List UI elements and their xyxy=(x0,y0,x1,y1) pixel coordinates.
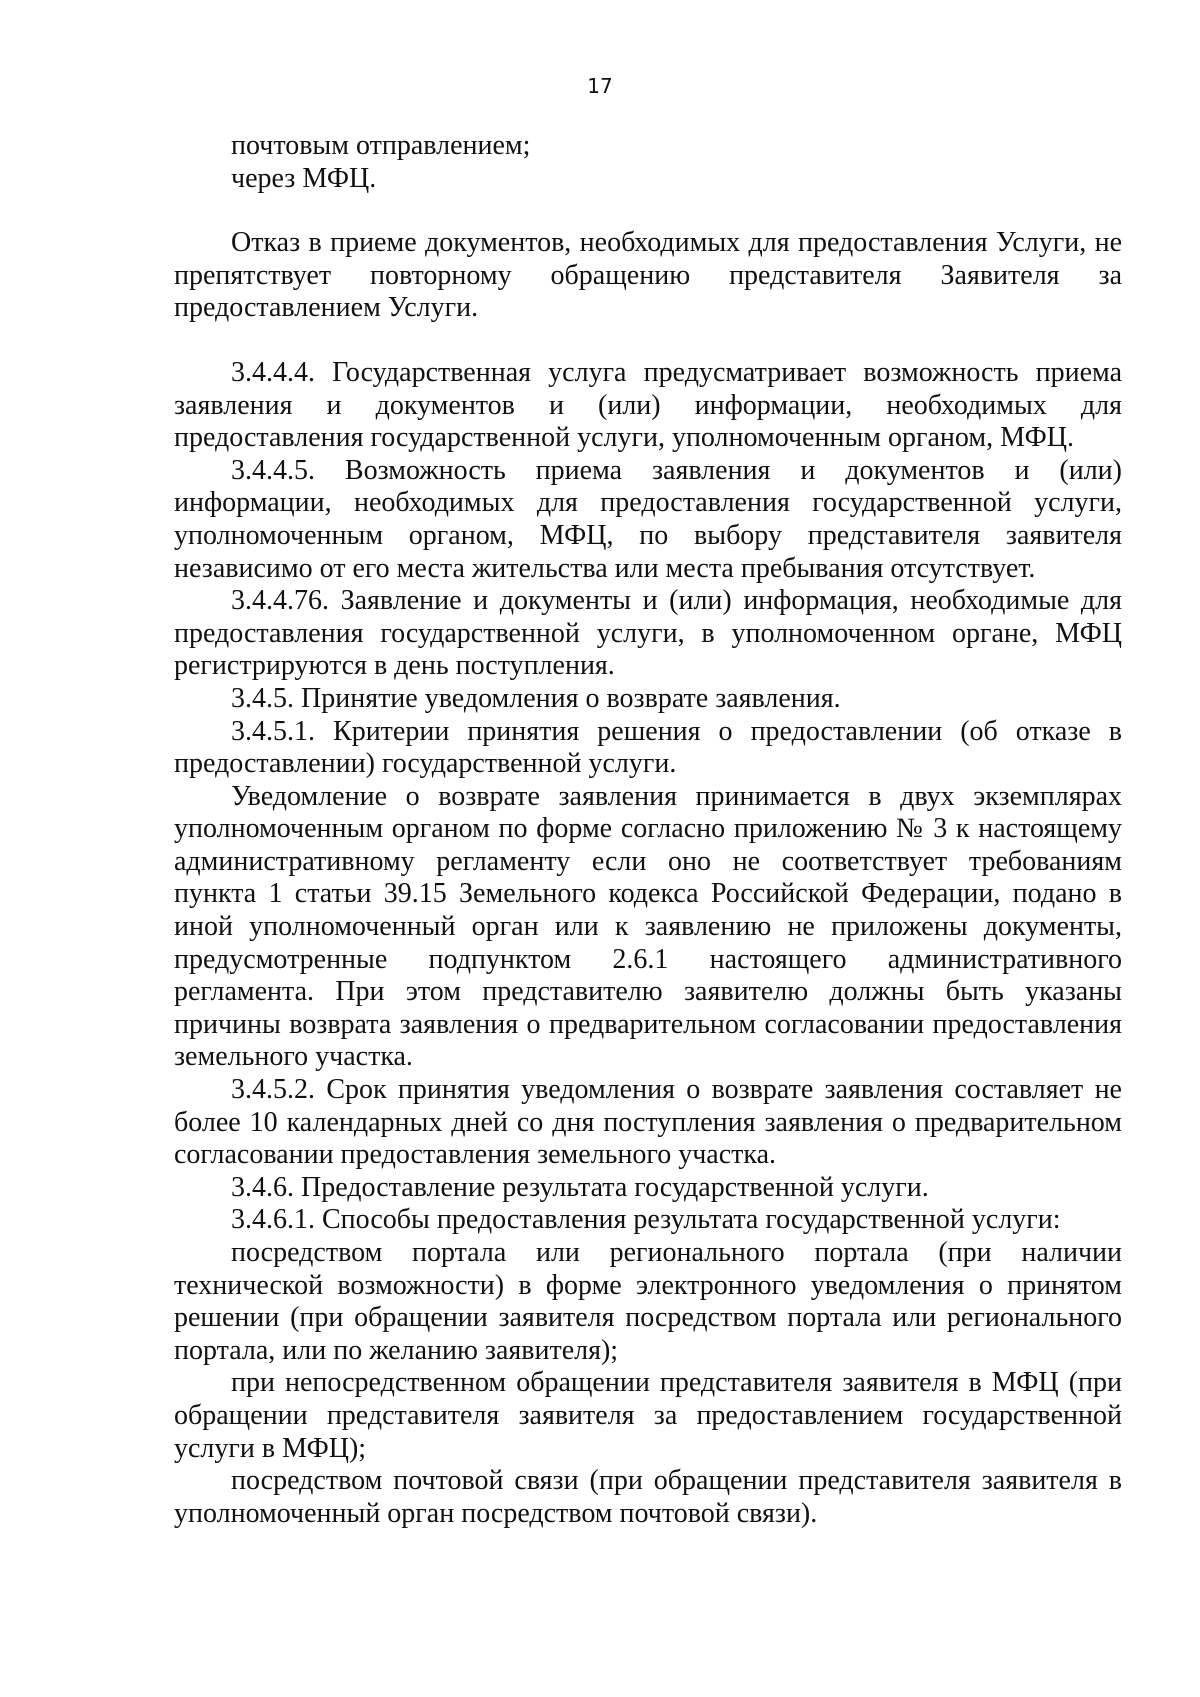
paragraph-3-4-4-4: 3.4.4.4. Государственная услуга предусматривает возможность приема заявления и документов и (или) информации, необходимых для предоставления государственной услуги, уполномоченным органом, МФЦ. xyxy=(174,356,1122,454)
paragraph-3-4-5-1: 3.4.5.1. Критерии принятия решения о предоставлении (об отказе в предоставлении) государственной услуги. xyxy=(174,715,1122,780)
paragraph-3-4-5: 3.4.5. Принятие уведомления о возврате заявления. xyxy=(231,682,841,714)
paragraph-refusal-note: Отказ в приеме документов, необходимых для предоставления Услуги, не препятствует повторному обращению представителя Заявителя за предоставлением Услуги. xyxy=(174,227,1122,324)
document-body xyxy=(174,130,1122,1530)
paragraph-3-4-4-5: 3.4.4.5. Возможность приема заявления и документов и (или) информации, необходимых для предоставления государственной услуги, уполномоченным органом, МФЦ, по выбору представителя заявителя независимо от его места жительства или места пребывания отсутствует. xyxy=(174,454,1122,584)
paragraph-postal-method: посредством почтовой связи (при обращении представителя заявителя в уполномоченный орган посредством почтовой связи). xyxy=(174,1465,1122,1529)
paragraph-postal-delivery: почтовым отправлением; xyxy=(231,130,531,161)
paragraph-3-4-6: 3.4.6. Предоставление результата государственной услуги. xyxy=(231,1171,929,1203)
paragraph-3-4-4-76: 3.4.4.76. Заявление и документы и (или) информация, необходимые для предоставления государственной услуги, в уполномоченном органе, МФЦ регистрируются в день поступления. xyxy=(174,585,1122,682)
paragraph-return-notice: Уведомление о возврате заявления принимается в двух экземплярах уполномоченным органом по форме согласно приложению № 3 к настоящему административному регламенту если оно не соответствует требованиям пункта 1 статьи 39.15 Земельного кодекса Российской Федерации, подано в иной уполномоченный орган или к заявлению не приложены документы, предусмотренные подпунктом 2.6.1 настоящего административного регламента. При этом представителю заявителю должны быть указаны причины возврата заявления о предварительном согласовании предоставления земельного участка. xyxy=(174,780,1122,1073)
paragraph-portal-method: посредством портала или регионального портала (при наличии технической возможности) в форме электронного уведомления о принятом решении (при обращении заявителя посредством портала или регионального портала, или по желанию заявителя); xyxy=(174,1237,1122,1366)
paragraph-3-4-5-2: 3.4.5.2. Срок принятия уведомления о возврате заявления составляет не более 10 календарных дней со дня поступления заявления о предварительном согласовании предоставления земельного участка. xyxy=(174,1074,1122,1171)
paragraph-mfc-method: при непосредственном обращении представителя заявителя в МФЦ (при обращении представителя заявителя за предоставлением государственной услуги в МФЦ); xyxy=(174,1367,1122,1464)
paragraph-3-4-6-1: 3.4.6.1. Способы предоставления результата государственной услуги: xyxy=(231,1204,1061,1236)
page-number: 17 xyxy=(587,74,613,98)
paragraph-via-mfc: через МФЦ. xyxy=(231,162,377,194)
